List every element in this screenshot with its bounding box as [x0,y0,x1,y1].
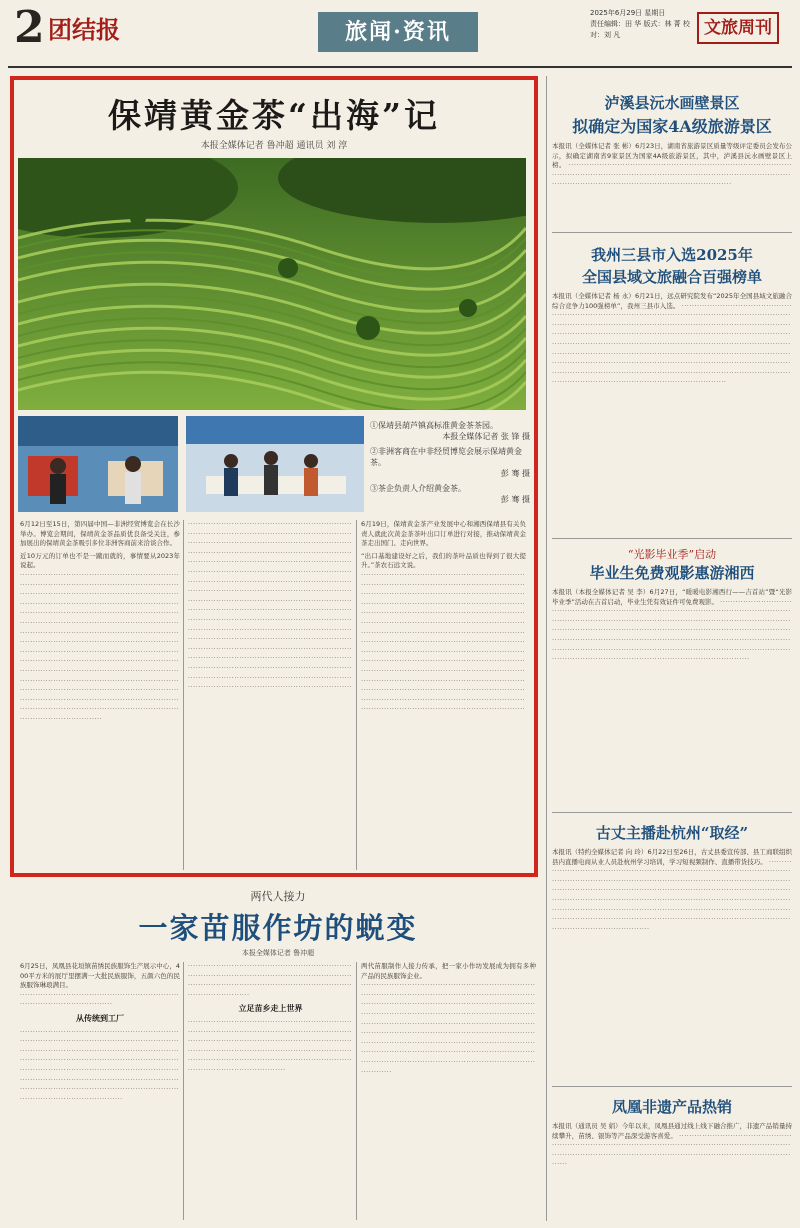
text-filler: ················································································································································································································································································································································································································································································································································································································································ [361,981,536,1076]
header-rule [8,66,792,68]
right-3-kicker: “光影毕业季”启动 [627,548,717,561]
bottom-kicker: 两代人接力 [250,890,306,903]
caption-1-credit: 本报全媒体记者 张 锋 摄 [442,432,530,441]
text-filler: ································································································································································································································································································································································································································································································································································································································································································································································································································································································································································································································································································································································································ [188,520,353,692]
right-2-title-line1: 我州三县市入选2025年 [591,246,753,264]
right-2-title-line2: 全国县域文旅融合百强榜单 [581,268,762,286]
right-4-text: 6月22日至26日，古丈县委宣传部、县工商联组织县内直播电商从业人员赴杭州学习培训，学习短视频制作、直播带货技巧。 [552,848,792,866]
right-3-text: 6月27日，“暖暖电影湘西行——吉首站”暨“光影毕业季”活动在吉首启动，毕业生凭有效证件可免费观影。 [552,588,792,606]
right-2-byline: 本报讯（全媒体记者 杨 永） [552,292,635,300]
text-filler: ·························································································································································································································································································································································································································································································· [20,1027,180,1103]
issue-editors: 责任编辑：田 华 版式：林 菁 校对：刘 凡 [590,20,690,39]
right-5-text: 今年以来，凤凰县通过线上线下融合推广，非遗产品销量持续攀升，苗绣、银饰等产品深受游客喜爱。 [552,1122,792,1140]
text-filler: ····························································································································································································································································································································································································································································································································································································································· [552,857,792,933]
lead-column-2 [188,520,353,870]
bottom-title: 一家苗服作坊的蜕变 [138,911,418,945]
right-1-title-line2: 拟确定为国家4A级旅游景区 [572,117,772,136]
lead-byline: 本报全媒体记者 鲁冲超 通讯员 刘 淳 [200,141,348,151]
bottom-para-1: 6月25日，凤凰县花垣镇苗绣民族服饰生产展示中心，400平方米的展厅里摆满一大批民族服饰，五颜六色的民族服饰琳琅满目。 [20,962,180,990]
right-1-text: 6月23日，湖南省旅游景区质量等级评定委员会发布公示，拟确定湖南省9家景区为国家4A级旅游景区，其中，泸溪县沅水画壁景区上榜。 [552,142,792,170]
bottom-byline: 本报全媒体记者 鲁冲超 [241,949,315,957]
bottom-column-2 [188,962,353,1220]
right-3-byline: 本报讯（本报全媒体记者 吴 李） [552,588,650,596]
lead-para-4: “出口基地建设好之后，我们的茶叶品质也得到了很大提升。”茶农石远文说。 [361,551,526,570]
issue-date: 2025年6月29日 星期日 [590,9,666,17]
caption-1: ①保靖县葫芦镇高标准黄金茶茶园。 [370,421,498,430]
right-column-rule [546,76,547,1221]
lead-column-1 [20,520,180,870]
bottom-para-2: 两代苗服制作人接力传承，把一家小作坊发展成为拥有多种产品的民族服饰企业。 [361,962,536,980]
photo-captions [370,420,530,505]
weekly-badge: 文旅周刊 [697,12,779,44]
column-rule [356,520,357,870]
text-filler: ·························································································································································································································································································································································································································································································································································································································································································································································································· [552,301,792,387]
text-filler: ························································································································································································································ [188,962,353,999]
right-4-title: 古丈主播赴杭州“取经” [595,824,749,842]
lead-title: 保靖黄金茶“出海”记 [108,96,440,135]
page-number: 2 [14,2,45,53]
text-filler: ·························································································································································································································································································································································································································································································································································································· [552,597,792,664]
right-1-title-line1: 泸溪县沅水画壁景区 [604,94,740,112]
text-filler: ·································································································································································································································································································································································································································································································································································································································································································································································································································································································································································································· [20,570,180,723]
tea-garden-photo [18,158,526,410]
lead-para-3: 6月19日，保靖黄金茶产业发展中心和湘西保靖县有关负责人就此次黄金茶茶叶出口订单进行对接，推动保靖黄金茶走出国门、走向世界。 [361,520,526,548]
bottom-section-2: 立足苗乡走上世界 [238,1004,303,1014]
right-divider [552,232,792,233]
right-1-body [552,142,792,230]
column-rule [183,962,184,1220]
expo-photo-right [186,416,364,512]
paper-name: 团结报 [48,15,120,44]
text-filler: ······································································································································································································································································································································································ [188,1017,353,1074]
right-4-byline: 本报讯（特约全媒体记者 向 玲） [552,848,648,856]
right-divider [552,538,792,539]
right-4-body [552,848,792,1080]
right-divider [552,1086,792,1087]
bottom-section-1: 从传统到工厂 [76,1013,124,1023]
caption-3-credit: 彭 骞 摄 [500,495,530,504]
text-filler: ·························································································································································································································································· [552,161,792,189]
column-rule [356,962,357,1220]
right-5-byline: 本报讯（通讯员 吴 娟） [552,1122,622,1130]
issue-meta [590,8,690,41]
lead-para-2: 近10万元的订单也不是一蹴而就的，事情要从2023年说起。 [20,551,180,570]
caption-2: ②非洲客商在中非经贸博览会展示保靖黄金茶。 [370,447,522,467]
text-filler: ·································································································· [20,990,180,1009]
right-divider [552,812,792,813]
right-2-body [552,292,792,534]
bottom-column-3 [361,962,536,1220]
right-2-text: 6月21日，远点研究院发布“2025年全国县域文旅融合综合竞争力100强榜单”，我州三县市入选。 [552,292,792,310]
right-3-title: 毕业生免费观影惠游湘西 [589,564,755,582]
bottom-column-1 [20,962,180,1220]
column-rule [183,520,184,870]
right-3-body [552,588,792,806]
expo-photo-left [18,416,178,512]
caption-2-credit: 彭 骞 摄 [500,469,530,478]
lead-para-1: 6月12日至15日，第四届中国—非洲经贸博览会在长沙举办。博览会期间，保靖黄金茶品质优良备受关注，参加展出的保靖黄金茶吸引多位非洲客商前来洽谈合作。 [20,520,180,548]
lead-column-3 [361,520,526,870]
right-5-body [552,1122,792,1220]
right-1-byline: 本报讯（全媒体记者 张 彬） [552,142,636,150]
text-filler: ············································································································································································································································ [552,1131,792,1169]
right-5-title: 凤凰非遗产品热销 [611,1098,732,1116]
column-banner: 旅闻·资讯 [318,12,478,52]
text-filler: ································································································································································································································································································································································································································································································································································································································································································································································································································································································································································································ [361,570,526,714]
caption-3: ③茶企负责人介绍黄金茶。 [370,484,466,493]
